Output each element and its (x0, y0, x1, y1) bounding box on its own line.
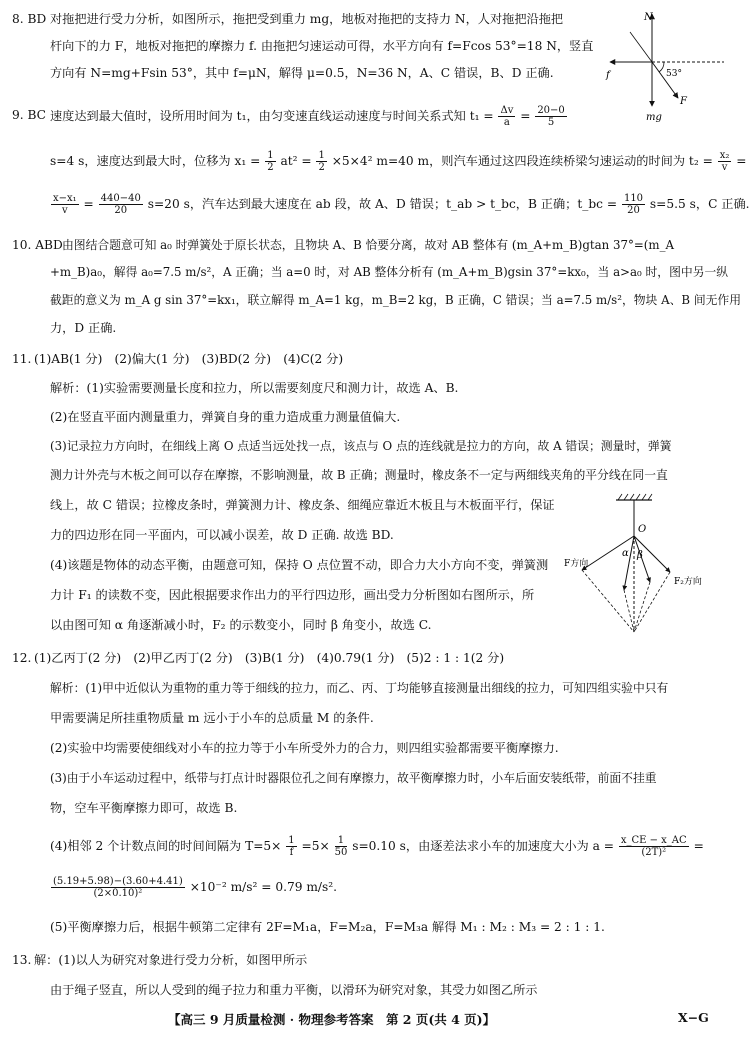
q12-line2: 甲需要满足所挂重物质量 m 远小于小车的总质量 M 的条件. (50, 711, 374, 725)
q11-line9: 以由图可知 α 角逐渐减小时，F₂ 的示数变小，同时 β 角变小，故选 C. (50, 618, 432, 632)
label-O: O (638, 524, 647, 535)
fraction: $\frac{1}{50}$ (334, 835, 348, 858)
q12-line3: (2)实验中均需要使细线对小车的拉力等于小车所受外力的合力，则四组实验都需要平衡摩擦力. (50, 741, 559, 755)
label-f2-direction: F₂方向 (674, 577, 702, 587)
q8-line3: 方向有 N=mg+Fsin 53°，其中 f=μN，解得 μ=0.5，N=36 N，A、C 错误，B、D 正确. (50, 66, 554, 80)
q11-line2: (2)在竖直平面内测量重力，弹簧自身的重力造成重力测量值偏大. (50, 410, 401, 424)
q11-number: 11. (12, 352, 32, 366)
q13-number: 13. (12, 953, 32, 967)
fraction: $\frac{\text{x₂}}{v}$ (719, 150, 730, 173)
fraction: $\frac{110}{20}$ (623, 193, 644, 216)
q9-line2: s=4 s，速度达到最大时，位移为 x₁ = $\frac{1}{2}$ at² = $\frac{1}{2}$ ×5×4² m=40 m，则汽车通过这四段连续桥梁匀速运动的时间为 t₂ = $\frac{\text{x₂}}{v}$ = (50, 150, 747, 173)
fraction: $\frac{1}{f}$ (288, 835, 295, 858)
F-arrow (652, 62, 678, 98)
q8-force-diagram (600, 6, 730, 124)
q8-number: 8. BD (12, 12, 47, 26)
q12-line5: 物，空车平衡摩擦力即可，故选 B. (50, 801, 238, 815)
fraction: $\frac{1}{2}$ (318, 150, 325, 173)
q11-line3: (3)记录拉力方向时，在细线上离 O 点适当远处找一点，该点与 O 点的连线就是拉力的方向，故 A 错误；测量时，弹簧 (50, 439, 672, 453)
label-mg: mg (646, 112, 662, 123)
q11-line4: 测力计外壳与木板之间可以存在摩擦，不影响测量，故 B 正确；测量时，橡皮条不一定与两细线夹角的平分线在同一直 (50, 468, 668, 482)
fraction: $\frac{(5.19+5.98)-(3.60+4.41)}{\text{(2×0.10)²}}$ (53, 876, 183, 899)
fraction: $\frac{20-0}{5}$ (537, 105, 565, 128)
q11-line7: (4)该题是物体的动态平衡，由题意可知，保持 O 点位置不动，即合力大小方向不变，弹簧测 (50, 558, 549, 572)
q11-line5: 线上，故 C 错误；拉橡皮条时，弹簧测力计、橡皮条、细绳应靠近木板且与木板面平行，保证 (50, 498, 555, 512)
label-N: N (644, 12, 653, 23)
q12-line8: (5)平衡摩擦力后，根据牛顿第二定律有 2F=M₁a，F=M₂a，F=M₃a 解得 M₁ : M₂ : M₃ = 2 : 1 : 1. (50, 920, 605, 934)
q10-line2: +m_B)a₀，解得 a₀=7.5 m/s²，A 正确；当 a=0 时，对 AB 整体分析有 (m_A+m_B)gsin 37°=kx₀，当 a>a₀ 时，图中另一纵 (50, 265, 729, 279)
q10-number: 10. ABD (12, 238, 63, 252)
q11-line1: 解析：(1)实验需要测量长度和拉力，所以需要刻度尺和测力计，故选 A、B. (50, 381, 459, 395)
label-alpha: α (622, 548, 629, 559)
q12-line1: 解析：(1)甲中近似认为重物的重力等于细线的拉力，而乙、丙、丁均能够直接测量出细线的拉力，可知四组实验中只有 (50, 681, 669, 695)
q9-line3: $\frac{\text{x−x₁}}{v}$ = $\frac{440-40}{20}$ s=20 s，汽车达到最大速度在 ab 段，故 A、D 错误；t_ab > t_bc，B 正确；t_bc = $\frac{110}{20}$ s=5.5 s，C 正确. (53, 193, 750, 216)
fraction: $\frac{1}{2}$ (267, 150, 274, 173)
fraction: $\frac{440-40}{20}$ (100, 193, 141, 216)
q12-line4: (3)由于小车运动过程中，纸带与打点计时器限位孔之间有摩擦力，故平衡摩擦力时，小车后面安装纸带，前面不挂重 (50, 771, 657, 785)
q11-line6: 力的四边形在同一平面内，可以减小误差，故 D 正确. 故选 BD. (50, 528, 394, 542)
label-f: f (606, 70, 610, 81)
fraction: $\frac{\Delta v}{a}$ (500, 105, 514, 128)
label-F: F (680, 96, 687, 107)
label-angle: 53° (666, 69, 682, 79)
footer-code: X−G (678, 1010, 709, 1025)
f2-line-c (624, 536, 634, 590)
q11-parallelogram-diagram (562, 492, 732, 642)
q9-number: 9. BC (12, 108, 47, 122)
label-f1-direction: F方向 (564, 559, 589, 569)
q10-line3: 截距的意义为 m_A g sin 37°=kx₁，联立解得 m_A=1 kg，m_B=2 kg，B 正确，C 错误；当 a=7.5 m/s²，物块 A、B 间无作用 (50, 293, 742, 307)
angle-arc (659, 62, 664, 72)
q10-line4: 力，D 正确. (50, 321, 117, 335)
q11-line8: 力计 F₁ 的读数不变，因此根据要求作出力的平行四边形，画出受力分析图如右图所示，所 (50, 588, 535, 602)
q13-line2: 由于绳子竖直，所以人受到的绳子拉力和重力平衡，以滑环为研究对象，其受力如图乙所示 (50, 983, 538, 997)
mop-handle-line (630, 32, 652, 62)
fraction: $\frac{\text{x−x₁}}{v}$ (53, 193, 77, 216)
q12-number: 12. (12, 651, 32, 665)
label-beta: β (637, 550, 643, 561)
footer-title: 【高三 9 月质量检测 · 物理参考答案 第 2 页(共 4 页)】 (168, 1012, 496, 1027)
q12-line7: $\frac{(5.19+5.98)-(3.60+4.41)}{\text{(2×0.10)²}}$ ×10⁻² m/s² = 0.79 m/s². (53, 876, 338, 899)
fraction: $\frac{x\_CE - x\_AC}{\text{(2T)²}}$ (620, 835, 687, 858)
q8-line2: 杆向下的力 F，地板对拖把的摩擦力 f. 由拖把匀速运动可得，水平方向有 f=Fcos 53°=18 N，竖直 (50, 39, 594, 53)
q12-line6: (4)相邻 2 个计数点间的时间间隔为 T=5× $\frac{1}{f}$ =5× $\frac{1}{50}$ s=0.10 s，由逐差法求小车的加速度大小为 a = $\frac{x\_CE - x\_AC}{\text{(2T)²}}$ = (50, 835, 704, 858)
